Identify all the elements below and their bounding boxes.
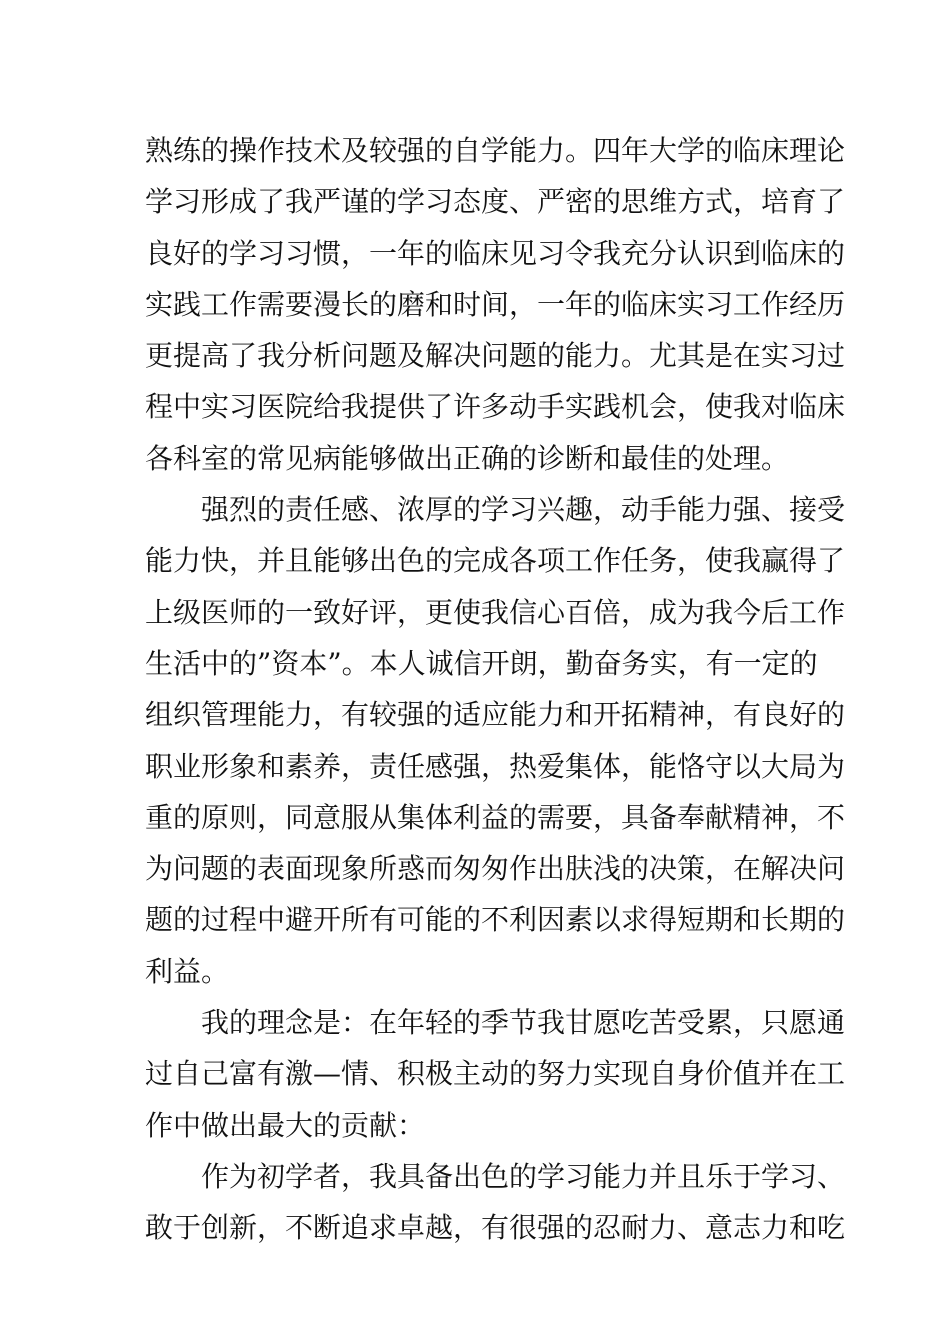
paragraph-2: [145, 484, 846, 997]
text-line: 良好的学习习惯，一年的临床见习令我充分认识到临床的: [145, 236, 846, 270]
paragraph-3: [145, 997, 846, 1151]
text-line: 熟练的操作技术及较强的自学能力。四年大学的临床理论: [145, 134, 846, 167]
text-line: 我的理念是：在年轻的季节我甘愿吃苦受累，只愿通: [201, 1006, 846, 1040]
paragraph-1: [145, 125, 846, 484]
paragraph-4: [145, 1151, 846, 1254]
text-line: 程中实习医院给我提供了许多动手实践机会，使我对临床: [145, 390, 846, 424]
text-line: 上级医师的一致好评，更使我信心百倍，成为我今后工作: [145, 595, 846, 629]
text-line: 更提高了我分析问题及解决问题的能力。尤其是在实习过: [145, 339, 846, 373]
document-body: [145, 125, 846, 1254]
text-line: 敢于创新，不断追求卓越，有很强的忍耐力、意志力和吃: [145, 1211, 846, 1245]
text-line: 作为初学者，我具备出色的学习能力并且乐于学习、: [201, 1159, 846, 1193]
text-line: 为问题的表面现象所惑而匆匆作出肤浅的决策，在解决问: [145, 852, 846, 886]
text-line: 各科室的常见病能够做出正确的诊断和最佳的处理。: [145, 441, 790, 475]
text-line: 作中做出最大的贡献：: [145, 1108, 426, 1142]
text-line: 职业形象和素养，责任感强，热爱集体，能恪守以大局为: [145, 749, 846, 783]
text-line: 重的原则，同意服从集体利益的需要，具备奉献精神，不: [145, 800, 846, 834]
text-line: 生活中的”资本”。本人诚信开朗，勤奋务实，有一定的: [145, 646, 818, 680]
text-line: 组织管理能力，有较强的适应能力和开拓精神，有良好的: [145, 698, 846, 732]
text-line: 过自己富有激—情、积极主动的努力实现自身价值并在工: [145, 1057, 846, 1091]
text-line: 能力快，并且能够出色的完成各项工作任务，使我赢得了: [145, 544, 846, 578]
text-line: 题的过程中避开所有可能的不利因素以求得短期和长期的: [145, 903, 846, 937]
text-line: 实践工作需要漫长的磨和时间，一年的临床实习工作经历: [145, 287, 846, 321]
text-line: 学习形成了我严谨的学习态度、严密的思维方式，培育了: [145, 185, 846, 219]
text-line: 强烈的责任感、浓厚的学习兴趣，动手能力强、接受: [201, 493, 846, 527]
text-line: 利益。: [145, 954, 230, 988]
